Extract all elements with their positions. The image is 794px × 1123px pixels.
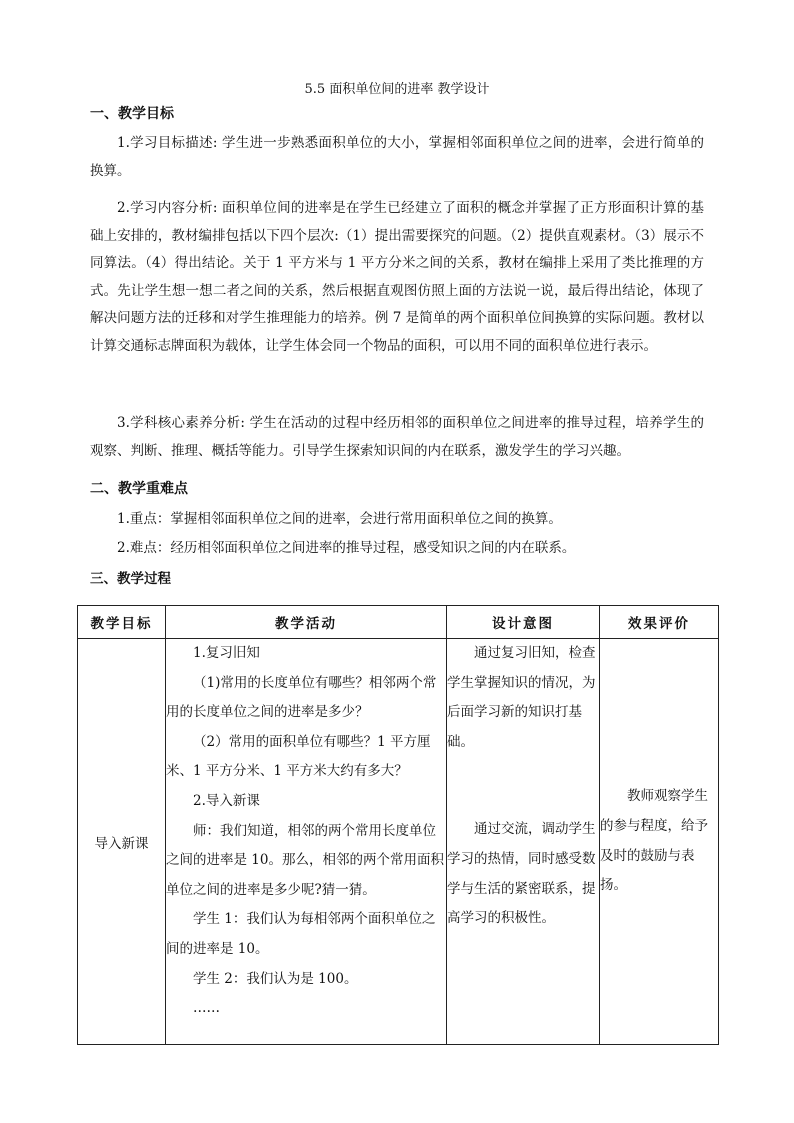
activity-line: 2.导入新课: [193, 792, 260, 809]
teaching-process-table: [77, 605, 719, 1045]
activity-line: 师：我们知道，相邻的两个常用长度单位之间的进率是 10。那么，相邻的两个常用面积单位之间的进率是多少呢?猜一猜。: [166, 822, 444, 898]
evaluation-text: 教师观察学生的参与程度，给予及时的鼓励与表扬。: [600, 788, 708, 894]
page-title: 5.5 面积单位间的进率 教学设计: [304, 82, 490, 97]
activity-line: （1)常用的长度单位有哪些？相邻两个常用的长度单位之间的进率是多少？: [166, 674, 437, 721]
activity-line: 学生 1：我们认为每相邻两个面积单位之间的进率是 10。: [166, 911, 436, 957]
keypoints-heading: 二、教学重难点: [90, 481, 188, 497]
activity-line: 1.复习旧知: [193, 645, 260, 661]
objective-2: 2.学习内容分析: 面积单位间的进率是在学生已经建立了面积的概念并掌握了正方形面积计算的基础上安排的，教材编排包括以下四个层次:（1）提出需要探究的问题。（2）提供直观素材。（3）展示不同算法。（4）得出结论。关于 1 平方米与 1 平方分米之间的关系，教材在编排上采用了类比推理的方式。先让学生想一想二者之间的关系，然后根据直观图仿照上面的方法说一说，最后得出结论，体现了解决问题方法的迁移和对学生推理能力的培养。例 7 是简单的两个面积单位间换算的实际问题。教材以计算交通标志牌面积为载体，让学生体会同一个物品的面积，可以用不同的面积单位进行表示。: [90, 200, 704, 354]
table-row: [78, 639, 719, 1045]
keypoint-2: 2.难点：经历相邻面积单位之间进率的推导过程，感受知识之间的内在联系。: [117, 540, 576, 556]
evaluation-cell: [600, 639, 719, 1045]
header-design: 设计意图: [447, 606, 600, 639]
goal-cell: 导入新课: [78, 639, 166, 1045]
design-cell: [447, 639, 600, 1045]
keypoint-1: 1.重点：掌握相邻面积单位之间的进率，会进行常用面积单位之间的换算。: [117, 511, 562, 527]
activity-cell: [166, 639, 447, 1045]
activity-line: ……: [193, 1000, 220, 1017]
activity-line: （2）常用的面积单位有哪些？1 平方厘米、1 平方分米、1 平方米大约有多大？: [166, 733, 431, 780]
header-goal: 教学目标: [78, 606, 166, 639]
objective-3: 3.学科核心素养分析: 学生在活动的过程中经历相邻的面积单位之间进率的推导过程，培养学生的观察、判断、推理、概括等能力。引导学生探索知识间的内在联系，激发学生的学习兴趣。: [90, 415, 704, 459]
objective-1: 1.学习目标描述: 学生进一步熟悉面积单位的大小，掌握相邻面积单位之间的进率，会进行简单的换算。: [90, 135, 704, 179]
process-heading: 三、教学过程: [90, 571, 171, 587]
design-intent-1: 通过复习旧知，检查学生掌握知识的情况，为后面学习新的知识打基础。: [447, 645, 596, 750]
design-intent-2: 通过交流，调动学生学习的热情，同时感受数学与生活的紧密联系，提高学习的积极性。: [447, 821, 596, 927]
activity-line: 学生 2：我们认为是 100。: [193, 970, 358, 987]
header-evaluation: 效果评价: [600, 606, 719, 639]
header-activity: 教学活动: [166, 606, 447, 639]
table-header-row: [78, 606, 719, 639]
objectives-heading: 一、教学目标: [90, 106, 174, 122]
